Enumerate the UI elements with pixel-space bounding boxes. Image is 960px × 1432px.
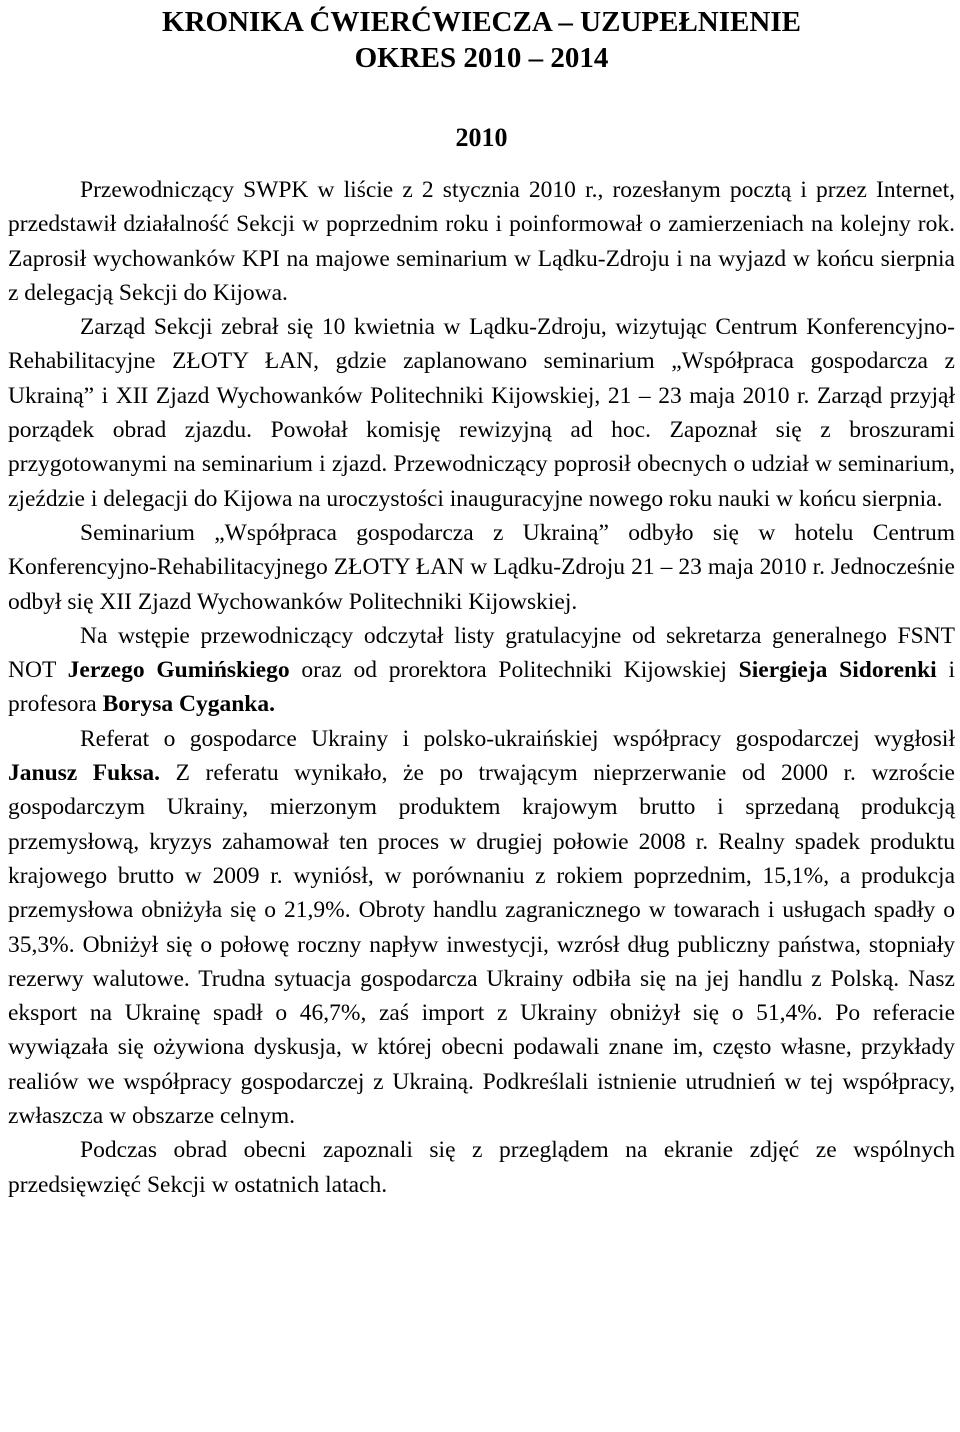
person-name: Jerzego Gumińskiego: [67, 657, 290, 684]
person-name: Borysa Cyganka.: [102, 691, 275, 718]
person-name: Siergieja Sidorenki: [738, 657, 937, 684]
person-name: Janusz Fuksa.: [8, 760, 161, 787]
text-run: oraz od prorektora Politechniki Kijowskiej: [289, 657, 739, 684]
title-line-1: KRONIKA ĆWIERĆWIECZA – UZUPEŁNIENIE: [162, 6, 801, 38]
title-line-2: OKRES 2010 – 2014: [354, 42, 609, 74]
text-run: Z referatu wynikało, że po trwającym nieprzerwanie od 2000 r. wzroście gospodarczym Ukrainy, mierzonym produktem krajowym brutto i sprzedaną produkcją przemysłową, kryzys zahamował ten proces w drugiej połowie 2008 r. Realny spadek produktu krajowego brutto w 2009 r. wyniósł, w porównaniu z rokiem poprzednim, 15,1%, a produkcja przemysłowa obniżyła się o 21,9%. Obroty handlu zagranicznego w towarach i usługach spadły o 35,3%. Obniżył się o połowę roczny napływ inwestycji, wzrósł dług publiczny państwa, stopniały rezerwy walutowe. Trudna sytuacja gospodarcza Ukrainy odbiła się na jej handlu z Polską. Nasz eksport na Ukrainę spadł o 46,7%, zaś import z Ukrainy obniżył się o 51,4%. Po referacie wywiązała się ożywiona dyskusja, w której obecni podawali znane im, często własne, przykłady realiów we współpracy gospodarczej z Ukrainą. Podkreślali istnienie utrudnień w tej współpracy, zwłaszcza w obszarze celnym.: [8, 760, 955, 1130]
text-run: Zarząd Sekcji zebrał się 10 kwietnia w Lądku-Zdroju, wizytując Centrum Konferencyjno-Rehabilitacyjne ZŁOTY ŁAN, gdzie zaplanowano seminarium „Współpraca gospodarcza z Ukrainą” i XII Zjazd Wychowanków Politechniki Kijowskiej, 21 – 23 maja 2010 r. Zarząd przyjął porządek obrad zjazdu. Powołał komisję rewizyjną ad hoc. Zapoznał się z broszurami przygotowanymi na seminarium i zjazd. Przewodniczący poprosił obecnych o udział w seminarium, zjeździe i delegacji do Kijowa na uroczystości inauguracyjne nowego roku nauki w końcu sierpnia.: [8, 314, 955, 512]
text-run: Seminarium „Współpraca gospodarcza z Ukrainą” odbyło się w hotelu Centrum Konferencyjno-Rehabilitacyjnego ZŁOTY ŁAN w Lądku-Zdroju 21 – 23 maja 2010 r. Jednocześnie odbył się XII Zjazd Wychowanków Politechniki Kijowskiej.: [8, 519, 955, 615]
text-run: Przewodniczący SWPK w liście z 2 stycznia 2010 r., rozesłanym pocztą i przez Internet, przedstawił działalność Sekcji w poprzednim roku i poinformował o zamierzeniach na kolejny rok. Zaprosił wychowanków KPI na majowe seminarium w Lądku-Zdroju i na wyjazd w końcu sierpnia z delegacją Sekcji do Kijowa.: [8, 177, 955, 306]
document-body: [8, 173, 955, 1202]
paragraph-4: [8, 619, 955, 722]
document-title: [8, 4, 955, 76]
text-run: Referat o gospodarce Ukrainy i polsko-ukraińskiej współpracy gospodarczej wygłosił: [80, 725, 955, 752]
paragraph-6: [8, 1133, 955, 1202]
year-heading: 2010: [455, 123, 508, 152]
paragraph-3: [8, 516, 955, 619]
paragraph-1: [8, 173, 955, 310]
paragraph-5: [8, 722, 955, 1134]
text-run: i profesora: [8, 657, 955, 718]
paragraph-2: [8, 310, 955, 516]
text-run: Podczas obrad obecni zapoznali się z przeglądem na ekranie zdjęć ze wspólnych przedsięwzięć Sekcji w ostatnich latach.: [8, 1137, 955, 1198]
text-run: Na wstępie przewodniczący odczytał listy gratulacyjne od sekretarza generalnego FSNT NOT: [8, 622, 955, 684]
